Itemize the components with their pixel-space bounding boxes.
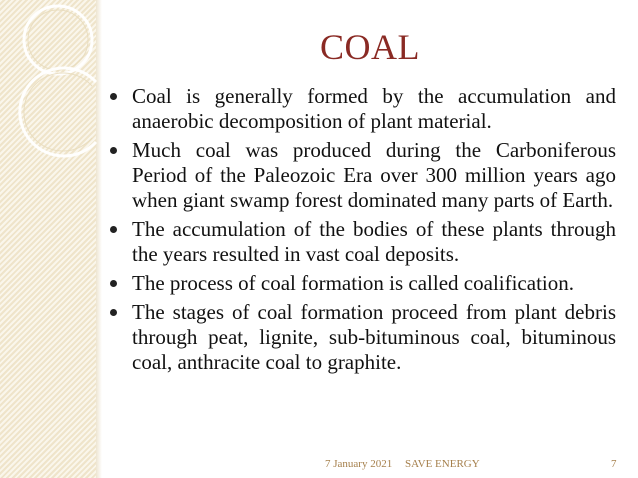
bullet-item <box>104 84 616 134</box>
bullet-icon <box>110 226 117 233</box>
decorative-circles-icon <box>0 0 110 200</box>
bullet-icon <box>110 309 117 316</box>
bullet-item <box>104 271 616 296</box>
bullet-icon <box>110 93 117 100</box>
bullet-list <box>104 84 616 379</box>
bullet-icon <box>110 280 117 287</box>
footer-label: SAVE ENERGY <box>405 458 480 470</box>
bullet-text: The accumulation of the bodies of these plants through the years resulted in vast coal deposits. <box>132 217 616 266</box>
footer-date: 7 January 2021 <box>325 458 393 470</box>
bullet-text: The process of coal formation is called coalification. <box>132 271 574 295</box>
bullet-text: The stages of coal formation proceed from plant debris through peat, lignite, sub-bituminous coal, bituminous coal, anthracite coal to graphite. <box>132 300 616 374</box>
bullet-text: Coal is generally formed by the accumulation and anaerobic decomposition of plant material. <box>132 84 616 133</box>
slide-title: COAL <box>320 27 420 67</box>
bullet-icon <box>110 147 117 154</box>
bullet-item <box>104 138 616 213</box>
bullet-item <box>104 217 616 267</box>
footer-page-number: 7 <box>611 458 617 470</box>
bullet-item <box>104 300 616 375</box>
bullet-text: Much coal was produced during the Carboniferous Period of the Paleozoic Era over 300 million years ago when giant swamp forest dominated many parts of Earth. <box>132 138 616 212</box>
